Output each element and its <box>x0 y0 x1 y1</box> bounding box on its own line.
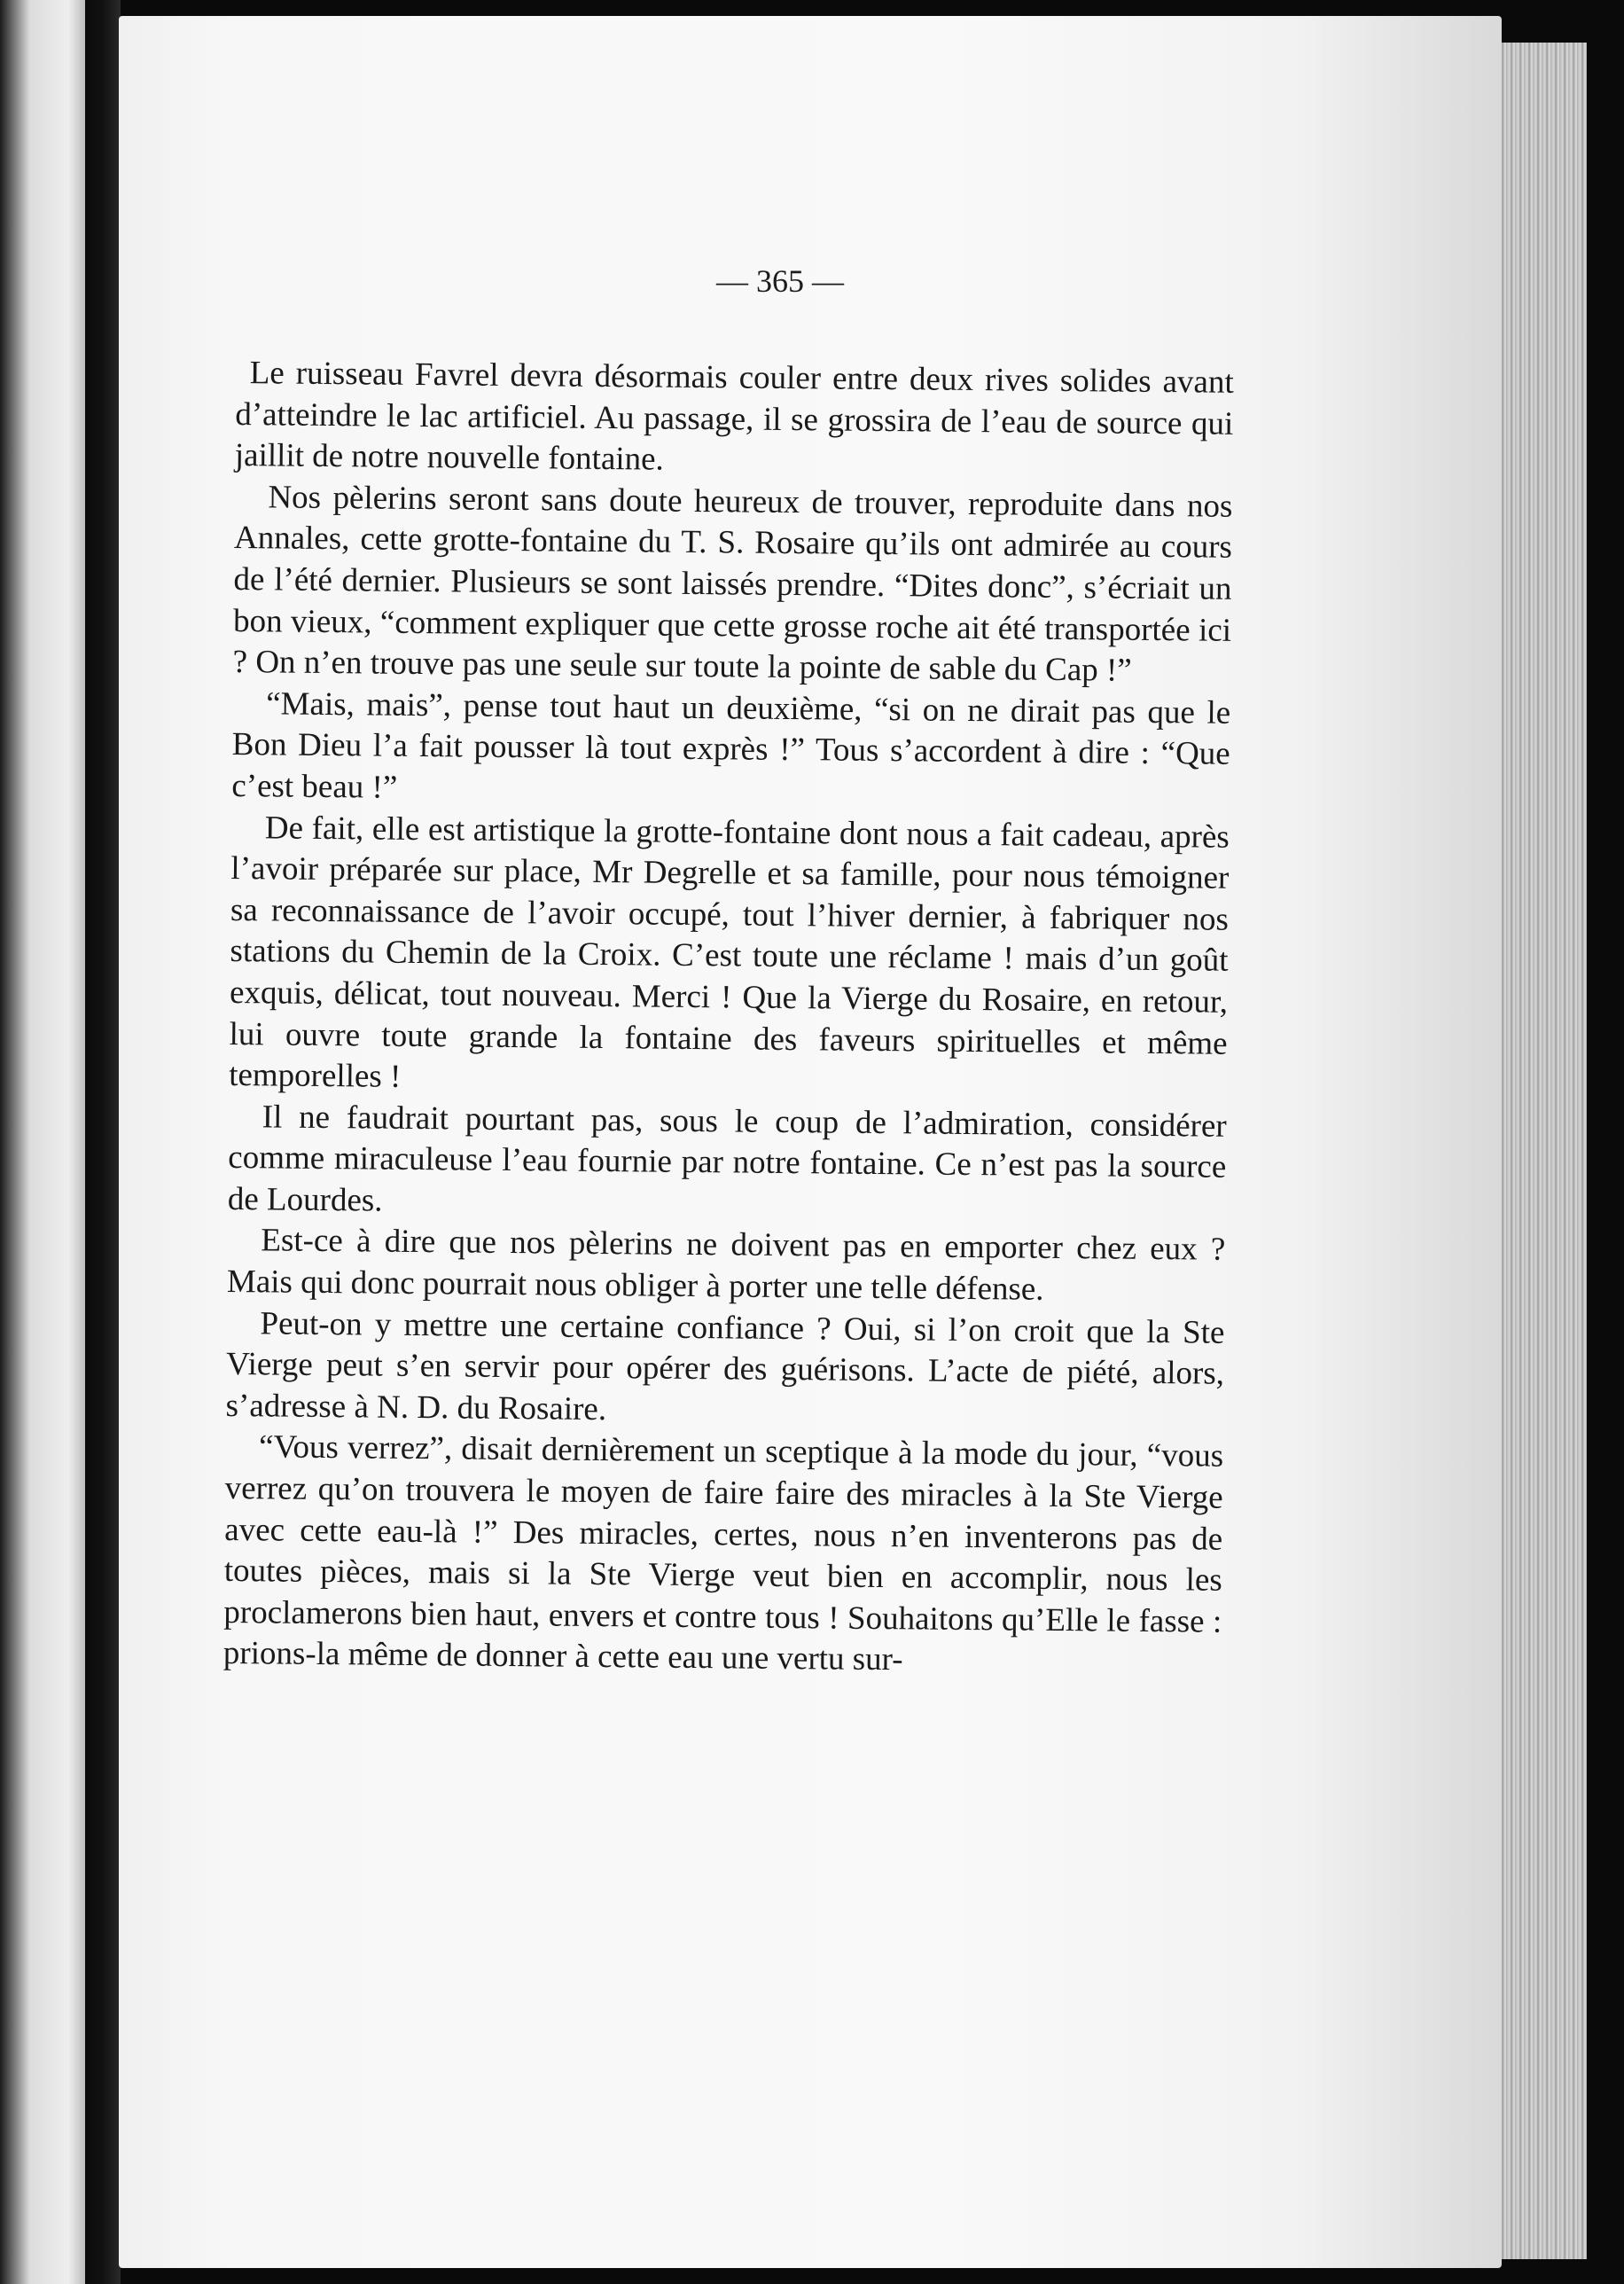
paragraph: De fait, elle est artistique la grotte-fontaine dont nous a fait cadeau, après l’avoir préparée sur place, Mr Degrelle et sa famille, pour nous témoigner sa reconnaissance de l’avoir occupé, tout l’hiver dernier, à fabriquer nos stations du Chemin de la Croix. C’est toute une réclame ! mais d’un goût exquis, délicat, tout nouveau. Merci ! Que la Vierge du Rosaire, en retour, lui ouvre toute grande la fontaine des faveurs spirituelles et même temporelles ! <box>228 809 1230 1095</box>
book-gutter <box>85 0 121 2284</box>
paragraph: Est-ce à dire que nos pèlerins ne doivent pas en emporter chez eux ? Mais qui donc pourrait nous obliger à porter une telle défense. <box>226 1222 1226 1308</box>
paragraph: Peut-on y mettre une certaine confiance ? Oui, si l’on croit que la Ste Vierge peut s’en servir pour opérer des guérisons. L’acte de piété, alors, s’adresse à N. D. du Rosaire. <box>225 1304 1225 1428</box>
paragraph: “Vous verrez”, disait dernièrement un sceptique à la mode du jour, “vous verrez qu’on trouvera le moyen de faire faire des miracles à la Ste Vierge avec cette eau-là !” Des miracles, certes, nous n’en inventerons pas de toutes pièces, mais si la Ste Vierge veut bien en accomplir, nous les proclamerons bien haut, envers et contre tous ! Souhaitons qu’Elle le fasse : prions-la même de donner à cette eau une vertu sur- <box>223 1428 1224 1678</box>
page-number: — 365 — <box>716 263 844 299</box>
right-background <box>1587 0 1624 2284</box>
paragraph: “Mais, mais”, pense tout haut un deuxième, “si on ne dirait pas que le Bon Dieu l’a fait pousser là tout exprès !” Tous s’accordent à dire : “Que c’est beau !” <box>231 685 1231 806</box>
paragraph: Le ruisseau Favrel devra désormais couler entre deux rives solides avant d’atteindre le lac artificiel. Au passage, il se grossira de l’eau de source qui jaillit de notre nouvelle fontaine. <box>234 355 1234 478</box>
paragraph: Nos pèlerins seront sans doute heureux de trouver, reproduite dans nos Annales, cette grotte-fontaine du T. S. Rosaire qu’ils ont admirée au cours de l’été dernier. Plusieurs se sont laissés prendre. “Dites donc”, s’écriait un bon vieux, “comment expliquer que cette grosse roche ait été transportée ici ? On n’en trouve pas une seule sur toute la pointe de sable du Cap !” <box>232 479 1233 689</box>
page-stack-edge <box>1489 43 1587 2259</box>
paragraph: Il ne faudrait pourtant pas, sous le coup de l’admiration, considérer comme miraculeuse l’eau fournie par notre fontaine. Ce n’est pas la source de Lourdes. <box>227 1099 1227 1219</box>
left-page-sliver <box>0 0 85 2284</box>
page-body <box>223 353 1234 1685</box>
